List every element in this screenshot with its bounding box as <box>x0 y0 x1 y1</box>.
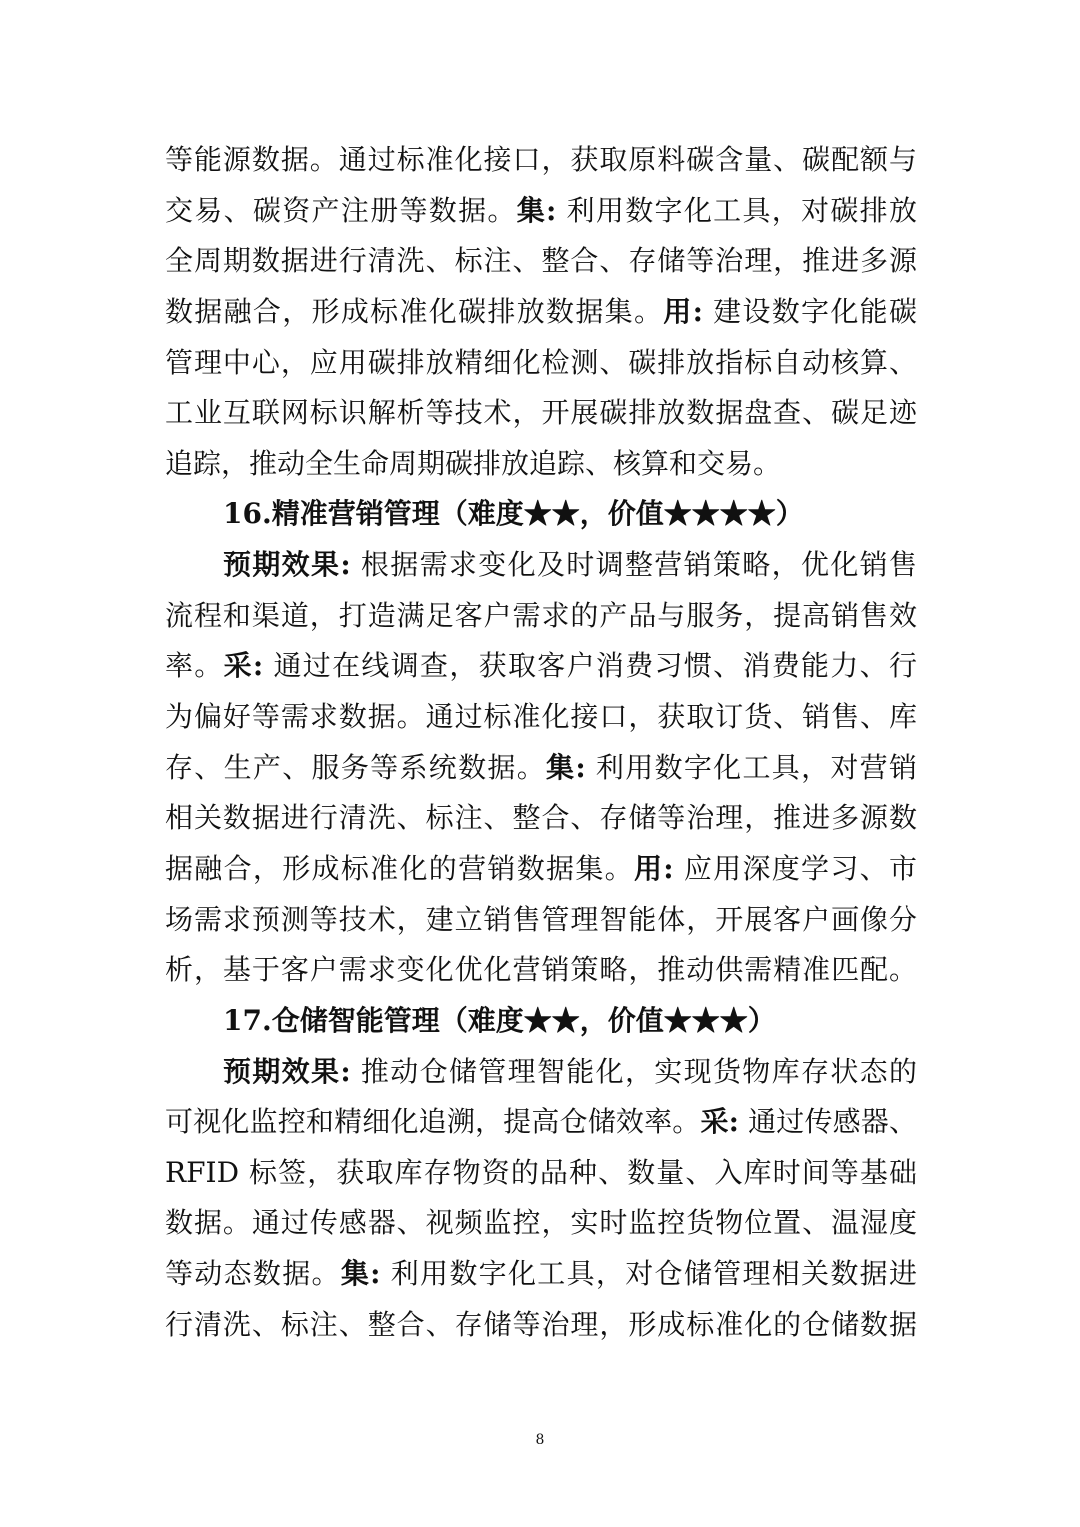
text-line <box>165 236 917 287</box>
text-line <box>165 793 917 844</box>
text-segment: 16.精准营销管理（难度★★，价值★★★★） <box>223 497 804 531</box>
text-segment: 全周期数据进行清洗、标注、整合、存储等治理，推进多源 <box>165 244 917 278</box>
bold-label: 用: <box>663 294 703 328</box>
text-segment: 相关数据进行清洗、标注、整合、存储等治理，推进多源数 <box>165 801 917 835</box>
text-segment: 流程和渠道，打造满足客户需求的产品与服务，提高销售效 <box>165 598 917 632</box>
text-line <box>165 895 917 946</box>
text-line <box>165 186 917 237</box>
text-segment: 17.仓储智能管理（难度★★，价值★★★） <box>223 1003 776 1037</box>
text-segment: 工业互联网标识解析等技术，开展碳排放数据盘查、碳足迹 <box>165 396 917 430</box>
text-line <box>165 641 917 692</box>
text-segment: 据融合，形成标准化的营销数据集。 <box>165 851 634 885</box>
text-segment: 通过传感器、 <box>739 1105 917 1139</box>
text-line <box>165 945 917 996</box>
text-line <box>165 388 917 439</box>
text-segment: 应用深度学习、市 <box>673 851 917 885</box>
text-segment: 析，基于客户需求变化优化营销策略，推动供需精准匹配。 <box>165 953 917 987</box>
text-line <box>165 591 917 642</box>
text-segment: 管理中心，应用碳排放精细化检测、碳排放指标自动核算、 <box>165 345 917 379</box>
text-segment: 等能源数据。通过标准化接口，获取原料碳含量、碳配额与 <box>165 143 917 176</box>
text-segment: 数据。通过传感器、视频监控，实时监控货物位置、温湿度 <box>165 1206 917 1240</box>
bold-label: 采: <box>700 1105 739 1139</box>
text-segment: 行清洗、标注、整合、存储等治理，形成标准化的仓储数据 <box>165 1307 917 1341</box>
bold-label: 集: <box>546 750 586 784</box>
text-line <box>165 1249 917 1300</box>
bold-label: 集: <box>340 1257 381 1291</box>
text-segment: 等动态数据。 <box>165 1257 341 1291</box>
text-segment: 交易、碳资产注册等数据。 <box>165 193 517 227</box>
text-segment: 数据融合，形成标准化碳排放数据集。 <box>165 294 664 328</box>
text-segment: RFID 标签，获取库存物资的品种、数量、入库时间等基础 <box>165 1155 917 1189</box>
text-segment: 通过在线调查，获取客户消费习惯、消费能力、行 <box>263 649 917 683</box>
bold-label: 集: <box>516 193 557 227</box>
section-heading <box>165 996 917 1047</box>
text-line <box>165 1047 917 1098</box>
text-line <box>165 1097 917 1148</box>
text-segment: 建设数字化能碳 <box>702 294 917 328</box>
section-heading <box>165 489 917 540</box>
text-segment: 追踪，推动全生命周期碳排放追踪、核算和交易。 <box>165 446 782 480</box>
text-line <box>165 692 917 743</box>
text-line <box>165 743 917 794</box>
text-segment: 利用数字化工具，对碳排放 <box>556 193 917 227</box>
text-line <box>165 540 917 591</box>
text-line <box>165 1198 917 1249</box>
text-segment: 根据需求变化及时调整营销策略，优化销售 <box>350 548 917 582</box>
bold-label: 预期效果: <box>223 548 351 582</box>
text-segment: 可视化监控和精细化追溯，提高仓储效率。 <box>165 1105 701 1139</box>
text-line <box>165 287 917 338</box>
text-line <box>165 135 917 186</box>
bold-label: 采: <box>223 649 264 683</box>
text-segment: 推动仓储管理智能化，实现货物库存状态的 <box>350 1054 917 1088</box>
text-segment: 利用数字化工具，对营销 <box>585 750 917 784</box>
text-line <box>165 338 917 389</box>
text-segment: 场需求预测等技术，建立销售管理智能体，开展客户画像分 <box>165 902 917 936</box>
text-line <box>165 1300 917 1351</box>
text-segment: 利用数字化工具，对仓储管理相关数据进 <box>380 1257 917 1291</box>
page-number: 8 <box>535 1432 545 1448</box>
document-body <box>165 135 917 1350</box>
text-line <box>165 844 917 895</box>
text-segment: 为偏好等需求数据。通过标准化接口，获取订货、销售、库 <box>165 700 917 734</box>
text-line <box>165 1148 917 1199</box>
text-line <box>165 439 917 490</box>
text-segment: 率。 <box>165 649 224 683</box>
bold-label: 用: <box>633 851 674 885</box>
bold-label: 预期效果: <box>223 1054 351 1088</box>
text-segment: 存、生产、服务等系统数据。 <box>165 750 547 784</box>
